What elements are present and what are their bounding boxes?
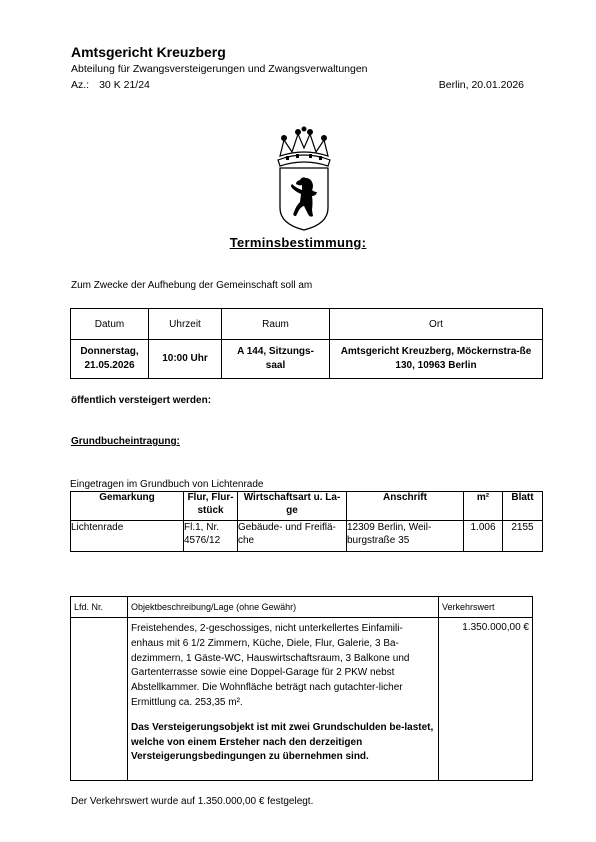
table-row (71, 521, 543, 552)
department-line: Abteilung für Zwangsversteigerungen und Zwangsverwaltungen (71, 63, 368, 75)
header-cell: Wirtschaftsart u. La-ge (238, 492, 347, 521)
header-cell: Verkehrswert (439, 597, 533, 618)
header-cell: Blatt (503, 492, 543, 521)
footer-note: Der Verkehrswert wurde auf 1.350.000,00 € festgelegt. (71, 796, 314, 807)
court-name: Amtsgericht Kreuzberg (71, 44, 226, 60)
header-cell: Objektbeschreibung/Lage (ohne Gewähr) (128, 597, 439, 618)
table-header-row (71, 309, 543, 340)
table-cell: A 144, Sitzungs-saal (222, 340, 330, 379)
table-cell: 10:00 Uhr (149, 340, 222, 379)
table-row (71, 618, 533, 781)
header-cell: Lfd. Nr. (71, 597, 128, 618)
object-table (70, 596, 533, 781)
encumbrance-note: Das Versteigerungsobjekt ist mit zwei Grundschulden be-lastet, welche von einem Ersteher nach den derzeitigen Versteigerungsbedingungen zu übernehmen sind. (131, 721, 434, 763)
table-cell: 1.006 (464, 521, 503, 552)
market-value-cell: 1.350.000,00 € (439, 618, 533, 781)
berlin-bear-coat-of-arms-icon (272, 126, 336, 232)
header-cell: Gemarkung (71, 492, 184, 521)
header-cell: Raum (222, 309, 330, 340)
table-cell: 2155 (503, 521, 543, 552)
table-cell: Donnerstag, 21.05.2026 (71, 340, 149, 379)
intro-text: Zum Zwecke der Aufhebung der Gemeinschaft soll am (71, 280, 313, 291)
header-cell: Anschrift (347, 492, 464, 521)
page-title: Terminsbestimmung: (229, 235, 367, 250)
table-cell: 12309 Berlin, Weil-burgstraße 35 (347, 521, 464, 552)
table-header-row (71, 492, 543, 521)
case-number (71, 79, 160, 91)
table-cell: Amtsgericht Kreuzberg, Möckernstra-ße 130, 10963 Berlin (330, 340, 543, 379)
az-label: Az.: (71, 79, 90, 91)
place-date: Berlin, 20.01.2026 (438, 79, 524, 91)
header-cell: Flur, Flur-stück (184, 492, 238, 521)
table-header-row (71, 597, 533, 618)
table-cell: Lichtenrade (71, 521, 184, 552)
header-cell: Uhrzeit (149, 309, 222, 340)
registry-note: Eingetragen im Grundbuch von Lichtenrade (70, 479, 264, 490)
table-row (71, 340, 543, 379)
auction-statement: öffentlich versteigert werden: (71, 395, 212, 406)
table-cell: Gebäude- und Freiflä-che (238, 521, 347, 552)
az-value: 30 K 21/24 (99, 79, 150, 91)
termin-table (70, 308, 543, 379)
table-cell (71, 618, 128, 781)
header-cell: Ort (330, 309, 543, 340)
table-cell: Fl.1, Nr. 4576/12 (184, 521, 238, 552)
header-cell: Datum (71, 309, 149, 340)
object-description: Freistehendes, 2-geschossiges, nicht unterkellertes Einfamili-enhaus mit 6 1/2 Zimmern, Küche, Diele, Flur, Galerie, 3 Ba-dezimmern, 1 Gäste-WC, Hauswirtschaftsraum, 3 Balkone und Gartenterrasse sowie eine Doppel-Garage für 2 PKW nebst Abstellkammer. Die Wohnfläche beträgt nach gutachter-licher Ermittlung ca. 253,35 m². (131, 623, 410, 708)
header-cell: m² (464, 492, 503, 521)
grundbuch-table (70, 491, 543, 552)
object-description-cell (128, 618, 439, 781)
section-heading: Grundbucheintragung: (71, 436, 180, 447)
